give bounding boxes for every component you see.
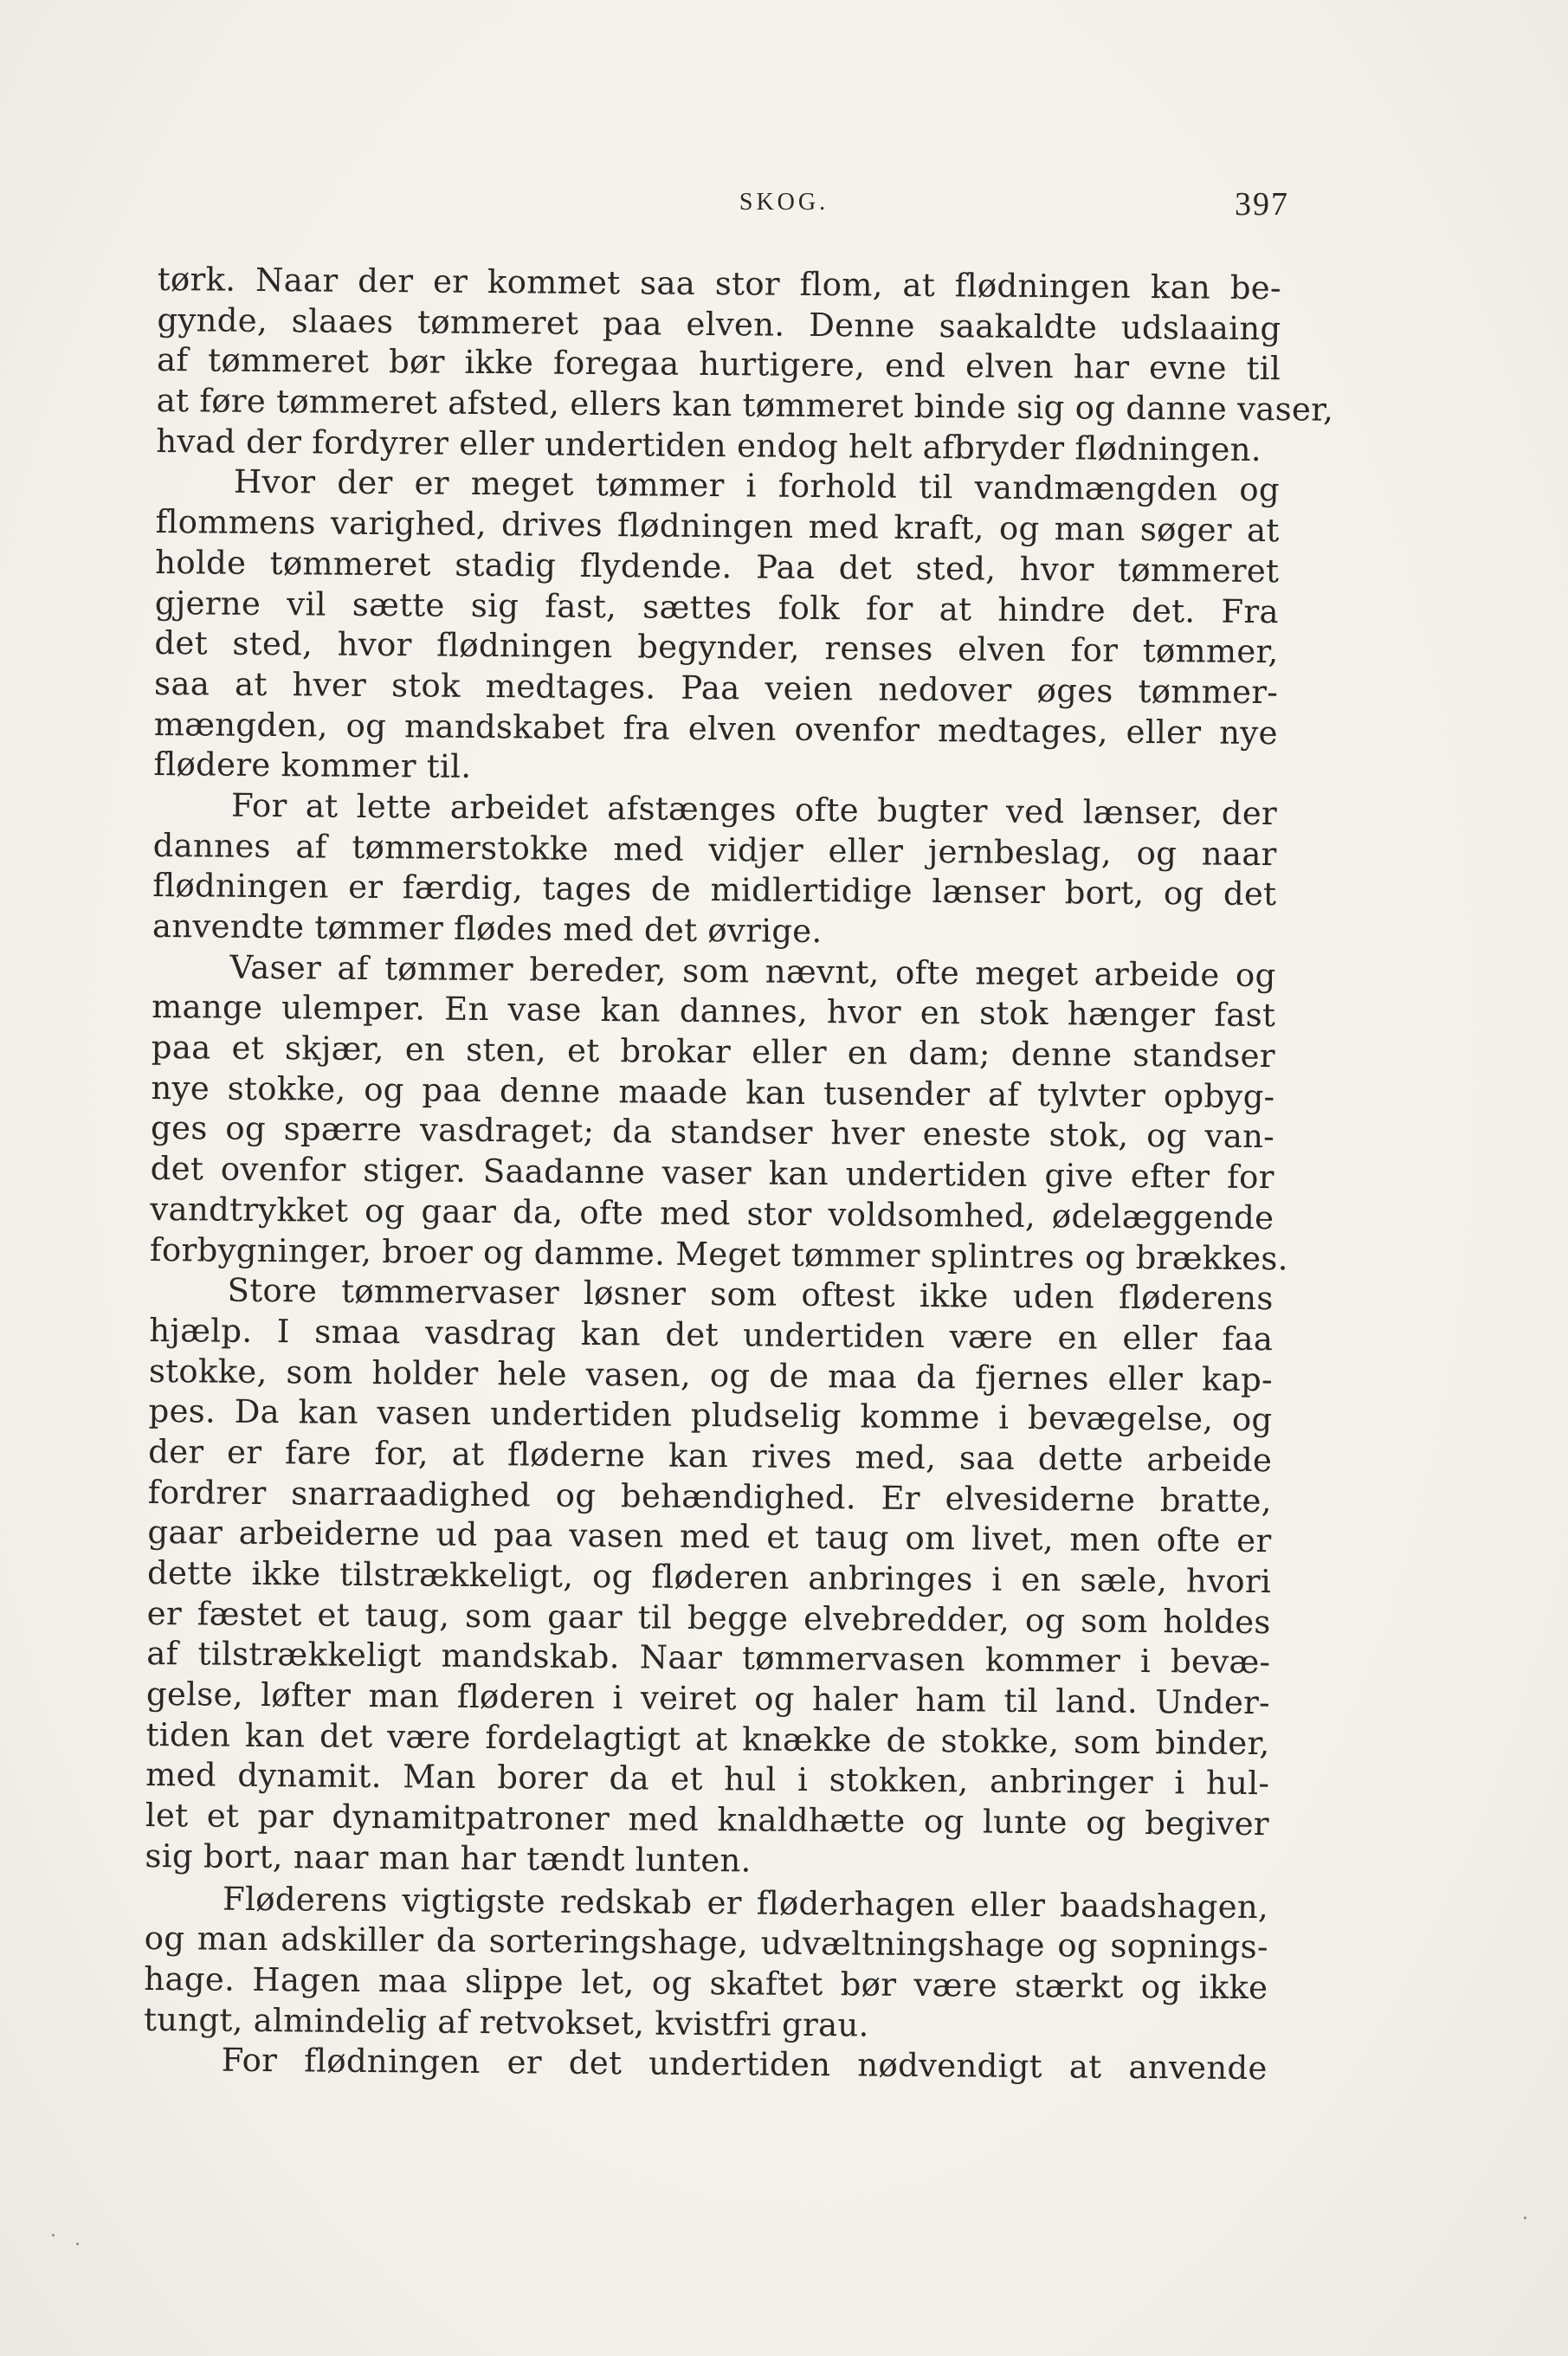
scan-speck bbox=[76, 2243, 79, 2245]
text-line: forbygninger, broer og damme. Meget tømmer splintres og brækkes. bbox=[149, 1230, 1288, 1277]
text-line: hjælp. I smaa vasdrag kan det undertiden være en eller faa bbox=[149, 1311, 1274, 1359]
text-line: at føre tømmeret afsted, ellers kan tømmeret binde sig og danne vaser, bbox=[156, 382, 1334, 429]
text-line: hvad der fordyrer eller undertiden endog helt afbryder flødningen. bbox=[156, 422, 1262, 468]
text-line: paa et skjær, en sten, et brokar eller en dam; denne standser bbox=[151, 1029, 1275, 1075]
text-line: holde tømmeret stadig flydende. Paa det sted, hvor tømmeret bbox=[155, 543, 1280, 590]
scan-speck bbox=[52, 2234, 55, 2237]
text-line: anvendte tømmer flødes med det øvrige. bbox=[152, 907, 823, 951]
text-line: tørk. Naar der er kommet saa stor flom, at flødningen kan be- bbox=[157, 260, 1281, 307]
scan-speck bbox=[1524, 2217, 1526, 2219]
text-line: Vaser af tømmer bereder, som nævnt, ofte meget arbeide og bbox=[229, 948, 1276, 994]
text-line: sig bort, naar man har tændt lunten. bbox=[145, 1836, 752, 1880]
text-line: fordrer snarraadighed og behændighed. Er elvesiderne bratte, bbox=[147, 1473, 1272, 1520]
text-line: af tilstrækkeligt mandskab. Naar tømmervasen kommer i bevæ- bbox=[146, 1635, 1271, 1681]
text-line: der er fare for, at fløderne kan rives med, saa dette arbeide bbox=[148, 1432, 1273, 1480]
page-header bbox=[0, 186, 1568, 223]
text-line: gynde, slaaes tømmeret paa elven. Denne saakaldte udslaaing bbox=[157, 300, 1281, 347]
text-line: nye stokke, og paa denne maade kan tusender af tylvter opbyg- bbox=[151, 1068, 1275, 1115]
text-line: For flødningen er det undertiden nødvendigt at anvende bbox=[221, 2041, 1268, 2088]
text-line: For at lette arbeidet afstænges ofte bugter ved lænser, der bbox=[230, 786, 1278, 833]
text-line: ges og spærre vasdraget; da standser hver eneste stok, og van- bbox=[150, 1109, 1275, 1156]
text-line: gaar arbeiderne ud paa vasen med et taug om livet, men ofte er bbox=[147, 1514, 1272, 1560]
text-line: med dynamit. Man borer da et hul i stokken, anbringer i hul- bbox=[145, 1756, 1270, 1803]
text-line: hage. Hagen maa slippe let, og skaftet bør være stærkt og ikke bbox=[144, 1959, 1268, 2007]
text-line: tiden kan det være fordelagtigt at knække de stokke, som binder, bbox=[145, 1715, 1270, 1762]
text-line: vandtrykket og gaar da, ofte med stor voldsomhed, ødelæggende bbox=[150, 1190, 1274, 1236]
text-line: Fløderens vigtigste redskab er fløderhagen eller baadshagen, bbox=[222, 1880, 1269, 1926]
text-line: let et par dynamitpatroner med knaldhætte og lunte og begiver bbox=[145, 1797, 1270, 1843]
body-text bbox=[143, 260, 1334, 2104]
text-line: mængden, og mandskabet fra elven ovenfor medtages, eller nye bbox=[153, 705, 1278, 752]
running-head: SKOG. bbox=[739, 189, 829, 216]
text-line: flommens varighed, drives flødningen med kraft, og man søger at bbox=[155, 503, 1280, 550]
page-number: 397 bbox=[1235, 186, 1289, 223]
text-line: gjerne vil sætte sig fast, sættes folk for at hindre det. Fra bbox=[154, 584, 1280, 630]
text-line: gelse, løfter man fløderen i veiret og haler ham til land. Under- bbox=[145, 1675, 1271, 1722]
text-line: pes. Da kan vasen undertiden pludselig komme i bevægelse, og bbox=[148, 1392, 1273, 1439]
text-line: tungt, almindelig af retvokset, kvistfri grau. bbox=[143, 2000, 869, 2044]
text-line: flødere kommer til. bbox=[153, 746, 472, 786]
text-line: dannes af tømmerstokke med vidjer eller jernbeslag, og naar bbox=[152, 826, 1277, 873]
text-line: stokke, som holder hele vasen, og de maa da fjernes eller kap- bbox=[148, 1352, 1274, 1398]
text-line: mange ulemper. En vase kan dannes, hvor en stok hænger fast bbox=[152, 988, 1276, 1035]
text-line: og man adskiller da sorteringshage, udvæltningshage og sopnings- bbox=[144, 1920, 1268, 1966]
text-line: er fæstet et taug, som gaar til begge elvebredder, og som holdes bbox=[146, 1594, 1271, 1641]
text-line: Store tømmervaser løsner som oftest ikke uden fløderens bbox=[227, 1271, 1274, 1318]
text-line: det sted, hvor flødningen begynder, renses elven for tømmer, bbox=[154, 624, 1279, 671]
text-line: flødningen er færdig, tages de midlertidige lænser bort, og det bbox=[152, 867, 1277, 913]
text-line: dette ikke tilstrækkeligt, og fløderen anbringes i en sæle, hvori bbox=[146, 1553, 1272, 1601]
text-line: det ovenfor stiger. Saadanne vaser kan undertiden give efter for bbox=[150, 1150, 1274, 1197]
text-line: Hvor der er meget tømmer i forhold til vandmængden og bbox=[233, 463, 1281, 509]
text-line: saa at hver stok medtages. Paa veien nedover øges tømmer- bbox=[153, 664, 1279, 712]
text-line: af tømmeret bør ikke foregaa hurtigere, end elven har evne til bbox=[156, 341, 1281, 388]
